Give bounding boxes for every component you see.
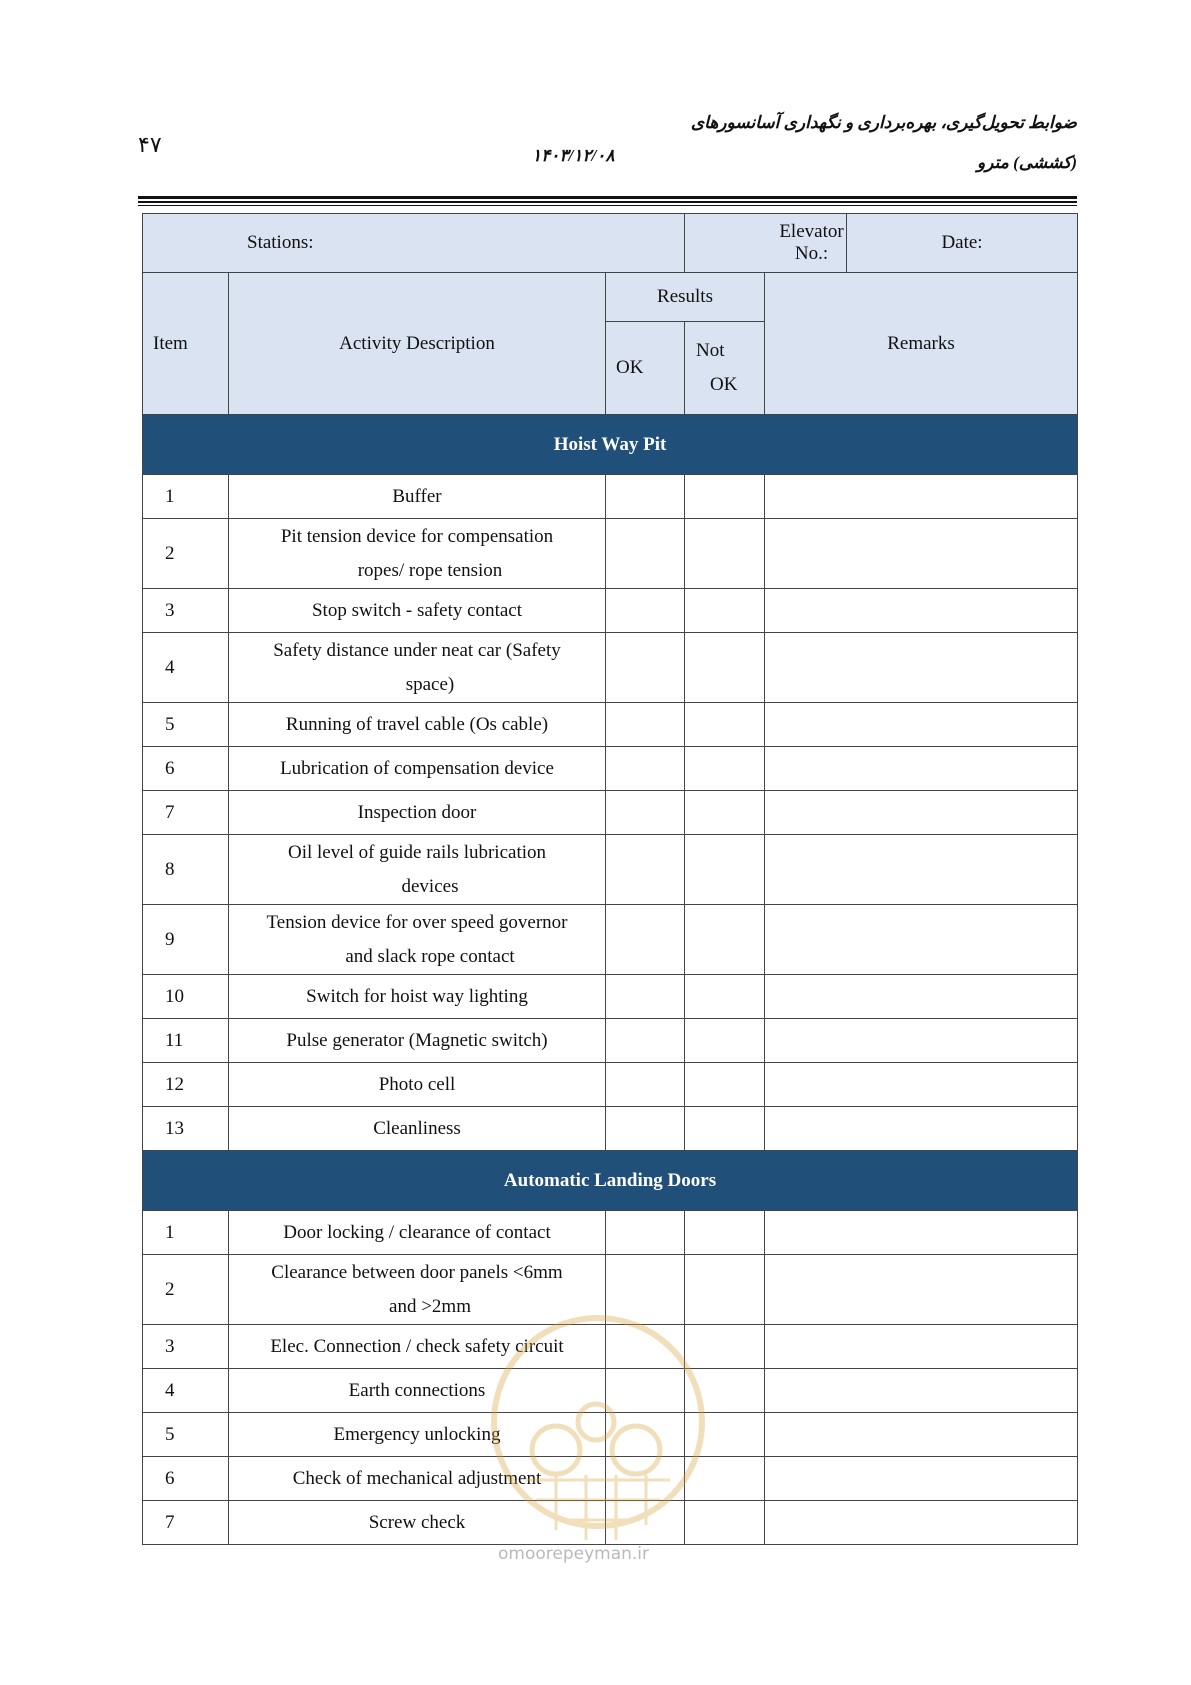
col-header-remarks: Remarks [765, 273, 1078, 415]
table-row [143, 1501, 1078, 1545]
remarks-cell[interactable] [765, 1107, 1078, 1151]
col-header-activity: Activity Description [229, 273, 606, 415]
item-number: 2 [143, 1255, 229, 1325]
not-ok-result-cell[interactable] [685, 703, 765, 747]
item-number: 5 [143, 703, 229, 747]
remarks-cell[interactable] [765, 703, 1078, 747]
not-ok-result-cell[interactable] [685, 1413, 765, 1457]
remarks-cell[interactable] [765, 975, 1078, 1019]
not-ok-result-cell[interactable] [685, 475, 765, 519]
ok-result-cell[interactable] [606, 703, 685, 747]
item-number: 2 [143, 519, 229, 589]
not-ok-result-cell[interactable] [685, 1501, 765, 1545]
activity-description-line: Cleanliness [373, 1117, 461, 1139]
ok-result-cell[interactable] [606, 475, 685, 519]
activity-description [229, 1063, 606, 1107]
ok-result-cell[interactable] [606, 1255, 685, 1325]
document-title-line2: (کششی) مترو [977, 153, 1077, 172]
table-row [143, 1107, 1078, 1151]
table-row [143, 1255, 1078, 1325]
stations-field[interactable] [143, 214, 685, 273]
elevator-no-field[interactable] [685, 214, 847, 272]
activity-description [229, 475, 606, 519]
table-row [143, 1413, 1078, 1457]
ok-result-cell[interactable] [606, 1107, 685, 1151]
watermark-url: omoorepeyman.ir [498, 1544, 650, 1564]
table-row [143, 747, 1078, 791]
remarks-cell[interactable] [765, 1211, 1078, 1255]
not-ok-result-cell[interactable] [685, 1255, 765, 1325]
remarks-cell[interactable] [765, 519, 1078, 589]
elevator-date-cell [685, 214, 1078, 273]
not-ok-result-cell[interactable] [685, 1019, 765, 1063]
ok-result-cell[interactable] [606, 1369, 685, 1413]
activity-description-line: Pulse generator (Magnetic switch) [286, 1029, 548, 1051]
activity-description-line: devices [401, 875, 459, 897]
activity-description [229, 975, 606, 1019]
activity-description-line: Stop switch - safety contact [311, 599, 522, 621]
activity-description-line: Lubrication of compensation device [280, 757, 554, 779]
table-row [143, 703, 1078, 747]
item-number: 8 [143, 835, 229, 905]
not-ok-result-cell[interactable] [685, 1063, 765, 1107]
not-ok-result-cell[interactable] [685, 835, 765, 905]
item-number: 7 [143, 1501, 229, 1545]
table-row [143, 905, 1078, 975]
header-rule-thin [138, 205, 1077, 206]
activity-description [229, 791, 606, 835]
col-header-item: Item [143, 273, 229, 415]
not-ok-result-cell[interactable] [685, 1211, 765, 1255]
document-date: ۱۴۰۳/۱۲/۰۸ [532, 146, 615, 165]
table-row [143, 1063, 1078, 1107]
ok-result-cell[interactable] [606, 747, 685, 791]
activity-description-line: Screw check [368, 1511, 466, 1533]
remarks-cell[interactable] [765, 475, 1078, 519]
activity-description-line: Pit tension device for compensation [280, 525, 554, 547]
activity-description [229, 1413, 606, 1457]
activity-description [229, 1501, 606, 1545]
header-rule-thick [138, 196, 1077, 199]
header-rule-medium [138, 201, 1077, 203]
activity-description-line: and slack rope contact [345, 945, 515, 967]
remarks-cell[interactable] [765, 1501, 1078, 1545]
section-title: Hoist Way Pit [143, 415, 1078, 475]
remarks-cell[interactable] [765, 1255, 1078, 1325]
activity-description-line: space) [405, 673, 455, 695]
table-row [143, 1325, 1078, 1369]
activity-description [229, 905, 606, 975]
item-number: 10 [143, 975, 229, 1019]
activity-description [229, 1457, 606, 1501]
section-header-row [143, 415, 1078, 475]
col-header-ok: OK [606, 322, 685, 415]
not-ok-result-cell[interactable] [685, 1325, 765, 1369]
activity-description [229, 703, 606, 747]
item-number: 11 [143, 1019, 229, 1063]
col-header-not-ok-line1: Not [696, 340, 725, 361]
not-ok-result-cell[interactable] [685, 747, 765, 791]
activity-description-line: Emergency unlocking [333, 1423, 501, 1445]
column-header-row [143, 273, 1078, 322]
not-ok-result-cell[interactable] [685, 975, 765, 1019]
ok-result-cell[interactable] [606, 1063, 685, 1107]
document-title-line1: ضوابط تحویل‌گیری، بهره‌برداری و نگهداری آسانسورهای [690, 113, 1077, 132]
ok-result-cell[interactable] [606, 519, 685, 589]
elevator-no-label: Elevator No.: [779, 221, 844, 264]
item-number: 6 [143, 747, 229, 791]
ok-result-cell[interactable] [606, 1211, 685, 1255]
ok-result-cell[interactable] [606, 905, 685, 975]
activity-description-line: Switch for hoist way lighting [306, 985, 528, 1007]
activity-description [229, 1019, 606, 1063]
ok-result-cell[interactable] [606, 1413, 685, 1457]
activity-description [229, 1211, 606, 1255]
ok-result-cell[interactable] [606, 835, 685, 905]
date-field[interactable] [847, 214, 1077, 272]
not-ok-result-cell[interactable] [685, 1107, 765, 1151]
table-row [143, 1019, 1078, 1063]
activity-description [229, 835, 606, 905]
remarks-cell[interactable] [765, 589, 1078, 633]
activity-description-line: Elec. Connection / check safety circuit [270, 1335, 564, 1357]
table-row [143, 1369, 1078, 1413]
remarks-cell[interactable] [765, 1369, 1078, 1413]
activity-description [229, 1325, 606, 1369]
not-ok-result-cell[interactable] [685, 905, 765, 975]
table-row [143, 791, 1078, 835]
activity-description-line: and >2mm [389, 1295, 471, 1317]
section-title: Automatic Landing Doors [143, 1151, 1078, 1211]
remarks-cell[interactable] [765, 791, 1078, 835]
table-row [143, 1457, 1078, 1501]
activity-description-line: Tension device for over speed governor [266, 911, 568, 933]
activity-description [229, 747, 606, 791]
ok-result-cell[interactable] [606, 1457, 685, 1501]
table-row [143, 519, 1078, 589]
activity-description-line: Door locking / clearance of contact [283, 1221, 551, 1243]
activity-description [229, 589, 606, 633]
table-row [143, 589, 1078, 633]
item-number: 3 [143, 1325, 229, 1369]
not-ok-result-cell[interactable] [685, 589, 765, 633]
item-number: 4 [143, 633, 229, 703]
not-ok-result-cell[interactable] [685, 519, 765, 589]
activity-description [229, 1369, 606, 1413]
ok-result-cell[interactable] [606, 1501, 685, 1545]
ok-result-cell[interactable] [606, 791, 685, 835]
remarks-cell[interactable] [765, 1063, 1078, 1107]
not-ok-result-cell[interactable] [685, 791, 765, 835]
item-number: 1 [143, 1211, 229, 1255]
item-number: 7 [143, 791, 229, 835]
table-row [143, 475, 1078, 519]
ok-result-cell[interactable] [606, 633, 685, 703]
item-number: 12 [143, 1063, 229, 1107]
col-header-not-ok-line2: OK [710, 374, 738, 395]
activity-description [229, 519, 606, 589]
item-number: 13 [143, 1107, 229, 1151]
section-header-row [143, 1151, 1078, 1211]
activity-description-line: Photo cell [378, 1073, 456, 1095]
remarks-cell[interactable] [765, 1019, 1078, 1063]
activity-description-line: Safety distance under neat car (Safety [273, 639, 561, 661]
ok-result-cell[interactable] [606, 975, 685, 1019]
date-label: Date: [941, 232, 983, 253]
table-row [143, 1211, 1078, 1255]
remarks-cell[interactable] [765, 1325, 1078, 1369]
activity-description-line: Inspection door [357, 801, 477, 823]
item-number: 3 [143, 589, 229, 633]
stations-label: Stations: [247, 232, 314, 253]
activity-description-line: ropes/ rope tension [357, 559, 503, 581]
activity-description [229, 1107, 606, 1151]
not-ok-result-cell[interactable] [685, 1457, 765, 1501]
not-ok-result-cell[interactable] [685, 1369, 765, 1413]
activity-description [229, 1255, 606, 1325]
activity-description-line: Buffer [392, 485, 442, 507]
ok-result-cell[interactable] [606, 1325, 685, 1369]
remarks-cell[interactable] [765, 747, 1078, 791]
item-number: 5 [143, 1413, 229, 1457]
table-row [143, 835, 1078, 905]
activity-description-line: Earth connections [348, 1379, 486, 1401]
remarks-cell[interactable] [765, 1413, 1078, 1457]
remarks-cell[interactable] [765, 633, 1078, 703]
activity-description-line: Oil level of guide rails lubrication [287, 841, 546, 863]
activity-description-line: Running of travel cable (Os cable) [285, 713, 549, 735]
ok-result-cell[interactable] [606, 1019, 685, 1063]
item-number: 9 [143, 905, 229, 975]
form-info-row [143, 214, 1078, 273]
item-number: 4 [143, 1369, 229, 1413]
col-header-results: Results [606, 273, 765, 322]
item-number: 6 [143, 1457, 229, 1501]
remarks-cell[interactable] [765, 905, 1078, 975]
col-header-not-ok [685, 322, 765, 415]
page-number: ۴۷ [138, 132, 162, 157]
activity-description-line: Clearance between door panels <6mm [271, 1261, 563, 1283]
table-row [143, 633, 1078, 703]
ok-result-cell[interactable] [606, 589, 685, 633]
activity-description [229, 633, 606, 703]
remarks-cell[interactable] [765, 1457, 1078, 1501]
activity-description-line: Check of mechanical adjustment [292, 1467, 542, 1489]
remarks-cell[interactable] [765, 835, 1078, 905]
item-number: 1 [143, 475, 229, 519]
not-ok-result-cell[interactable] [685, 633, 765, 703]
table-row [143, 975, 1078, 1019]
inspection-checklist-table [142, 213, 1078, 1545]
